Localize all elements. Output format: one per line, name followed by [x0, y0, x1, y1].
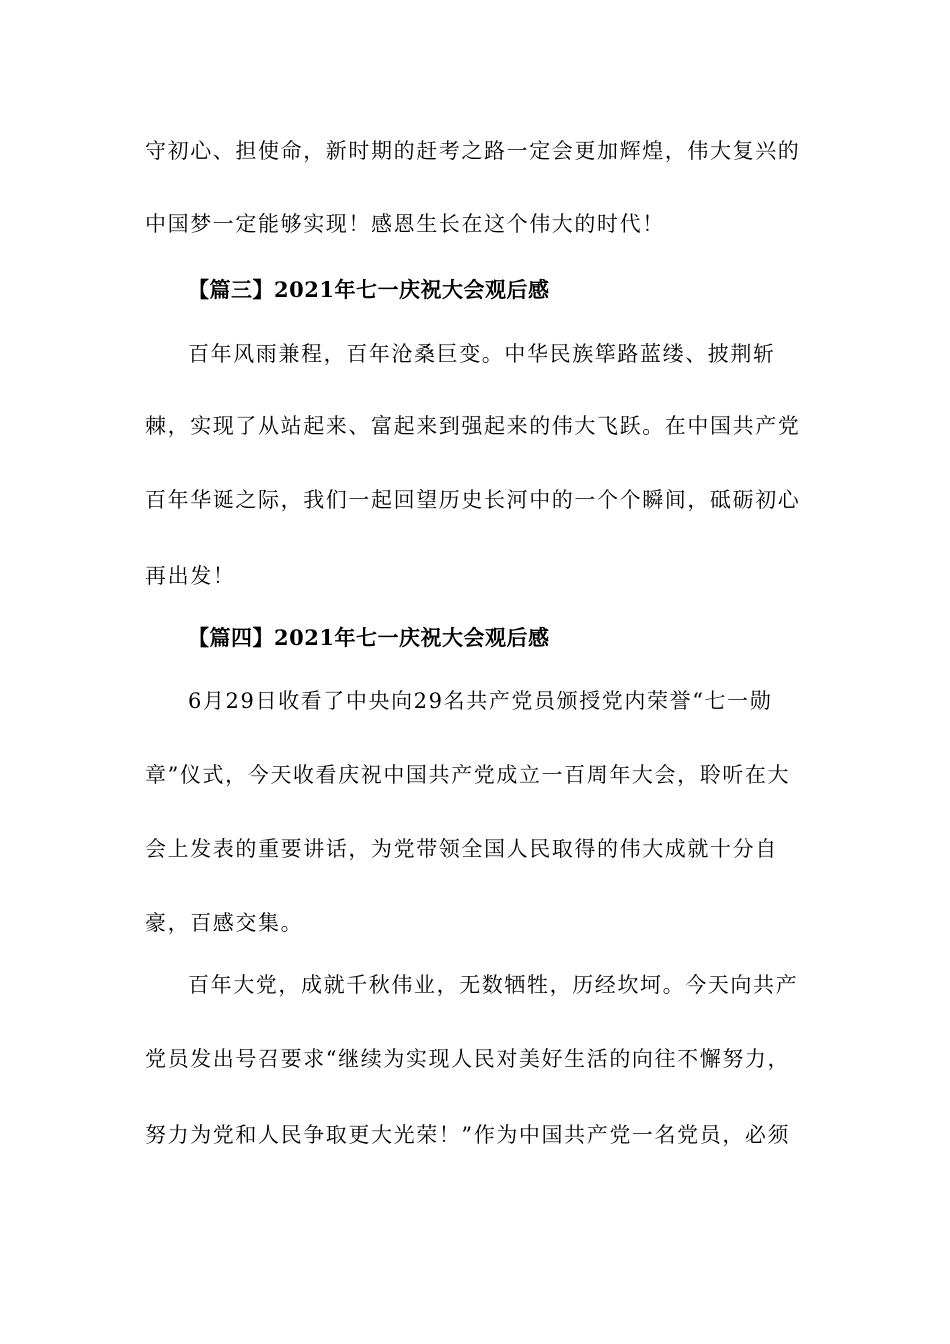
text-line: 百年风雨兼程，百年沧桑巨变。中华民族筚路蓝缕、披荆斩 [188, 342, 776, 366]
text-line: 再出发！ [145, 564, 236, 588]
section-heading: 【篇四】2021年七一庆祝大会观后感 [188, 625, 550, 650]
section-heading: 【篇三】2021年七一庆祝大会观后感 [188, 277, 550, 302]
text-line: 百年华诞之际，我们一起回望历史长河中的一个个瞬间，砥砺初心 [145, 488, 801, 512]
text-line: 豪，百感交集。 [145, 911, 304, 935]
text-line: 党员发出号召要求“继续为实现人民对美好生活的向往不懈努力， [145, 1047, 791, 1071]
text-line: 章”仪式，今天收看庆祝中国共产党成立一百周年大会，聆听在大 [145, 763, 791, 787]
text-line: 中国梦一定能够实现！感恩生长在这个伟大的时代！ [145, 212, 665, 236]
text-line: 棘，实现了从站起来、富起来到强起来的伟大飞跃。在中国共产党 [145, 414, 801, 438]
text-line: 百年大党，成就千秋伟业，无数牺牲，历经坎坷。今天向共产 [188, 973, 799, 997]
text-line: 6月29日收看了中央向29名共产党员颁授党内荣誉“七一勋 [188, 689, 773, 713]
text-line: 努力为党和人民争取更大光荣！”作为中国共产党一名党员，必须 [145, 1123, 791, 1147]
text-line: 会上发表的重要讲话，为党带领全国人民取得的伟大成就十分自 [145, 837, 778, 861]
text-line: 守初心、担使命，新时期的赶考之路一定会更加辉煌，伟大复兴的 [145, 139, 801, 163]
